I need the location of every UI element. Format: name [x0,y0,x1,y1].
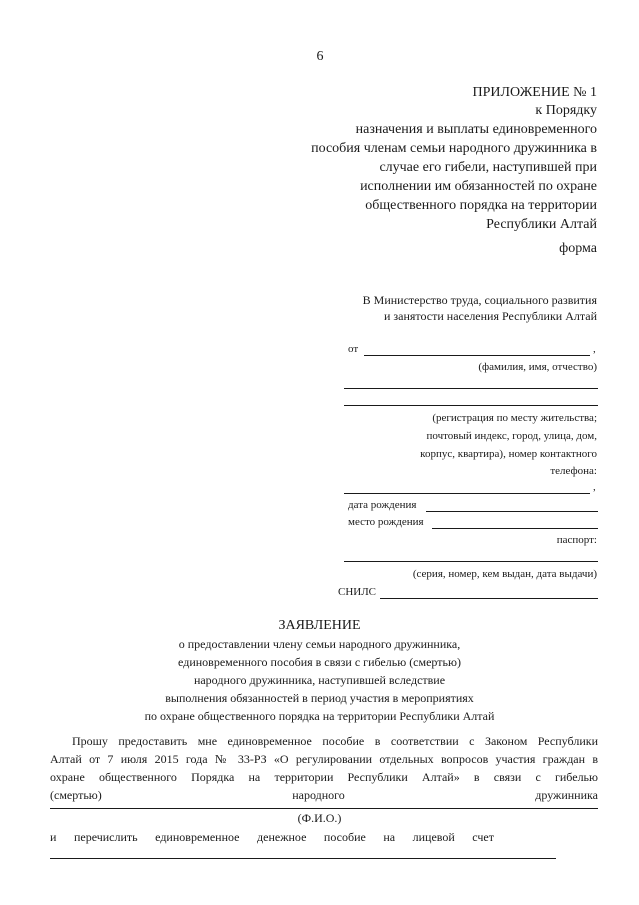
from-label: от [348,343,359,355]
fio-hint: (фамилия, имя, отчество) [478,361,597,373]
phone-comma: , [593,481,596,493]
appendix-line: назначения и выплаты единовременного [355,122,597,137]
statement-subtitle: по охране общественного порядка на территории Республики Алтай [144,709,495,723]
registration-field[interactable] [344,388,598,389]
passport-label: паспорт: [556,534,597,546]
appendix-line: к Порядку [535,103,597,118]
addressee-line: В Министерство труда, социального развития [362,293,597,307]
birth-place-field[interactable] [432,528,598,529]
statement-subtitle: о предоставлении члену семьи народного дружинника, [178,637,461,651]
statement-title: ЗАЯВЛЕНИЕ [278,618,361,633]
form-label: форма [559,241,597,256]
body-line: Прошу предоставить мне единовременное пособие в соответствии с Законом Республики [72,734,598,748]
statement-subtitle: выполнения обязанностей в период участия в мероприятиях [165,691,474,705]
addressee-line: и занятости населения Республики Алтай [383,309,597,323]
page-number: 6 [316,49,324,64]
transfer-line: и перечислить единовременное денежное пособие на лицевой счет [50,830,494,844]
body-line: (смертью) народного дружинника [50,788,598,802]
birth-date-label: дата рождения [348,499,417,511]
fio-hint-body: (Ф.И.О.) [297,811,342,825]
registration-hint: (регистрация по месту жительства; [432,412,597,424]
birth-date-field[interactable] [426,511,598,512]
passport-field[interactable] [344,561,598,562]
account-field[interactable] [50,858,556,859]
appendix-line: Республики Алтай [486,217,597,232]
statement-subtitle: единовременного пособия в связи с гибелью (смертью) [178,655,461,669]
registration-hint: корпус, квартира), номер контактного [420,448,597,460]
registration-hint: почтовый индекс, город, улица, дом, [426,430,597,442]
appendix-line: случае его гибели, наступившей при [379,160,597,175]
snils-label: СНИЛС [338,586,377,598]
registration-field[interactable] [344,405,598,406]
appendix-title: ПРИЛОЖЕНИЕ № 1 [472,85,597,100]
statement-subtitle: народного дружинника, наступившей вследствие [193,673,446,687]
appendix-line: пособия членам семьи народного дружинника в [311,141,597,156]
registration-hint: телефона: [550,465,597,477]
body-line: охране общественного Порядка на территории Республики Алтай» в связи с гибелью [50,770,598,784]
fio-field[interactable] [364,355,590,356]
from-comma: , [593,343,596,355]
birth-place-label: место рождения [348,516,424,528]
passport-hint: (серия, номер, кем выдан, дата выдачи) [412,568,597,580]
body-line: Алтай от 7 июля 2015 года № 33-РЗ «О регулировании отдельных вопросов участия граждан в [50,752,598,766]
appendix-line: исполнении им обязанностей по охране [360,179,597,194]
deceased-fio-field[interactable] [50,808,598,809]
snils-field[interactable] [380,598,598,599]
phone-field[interactable] [344,493,590,494]
appendix-line: общественного порядка на территории [365,198,597,213]
